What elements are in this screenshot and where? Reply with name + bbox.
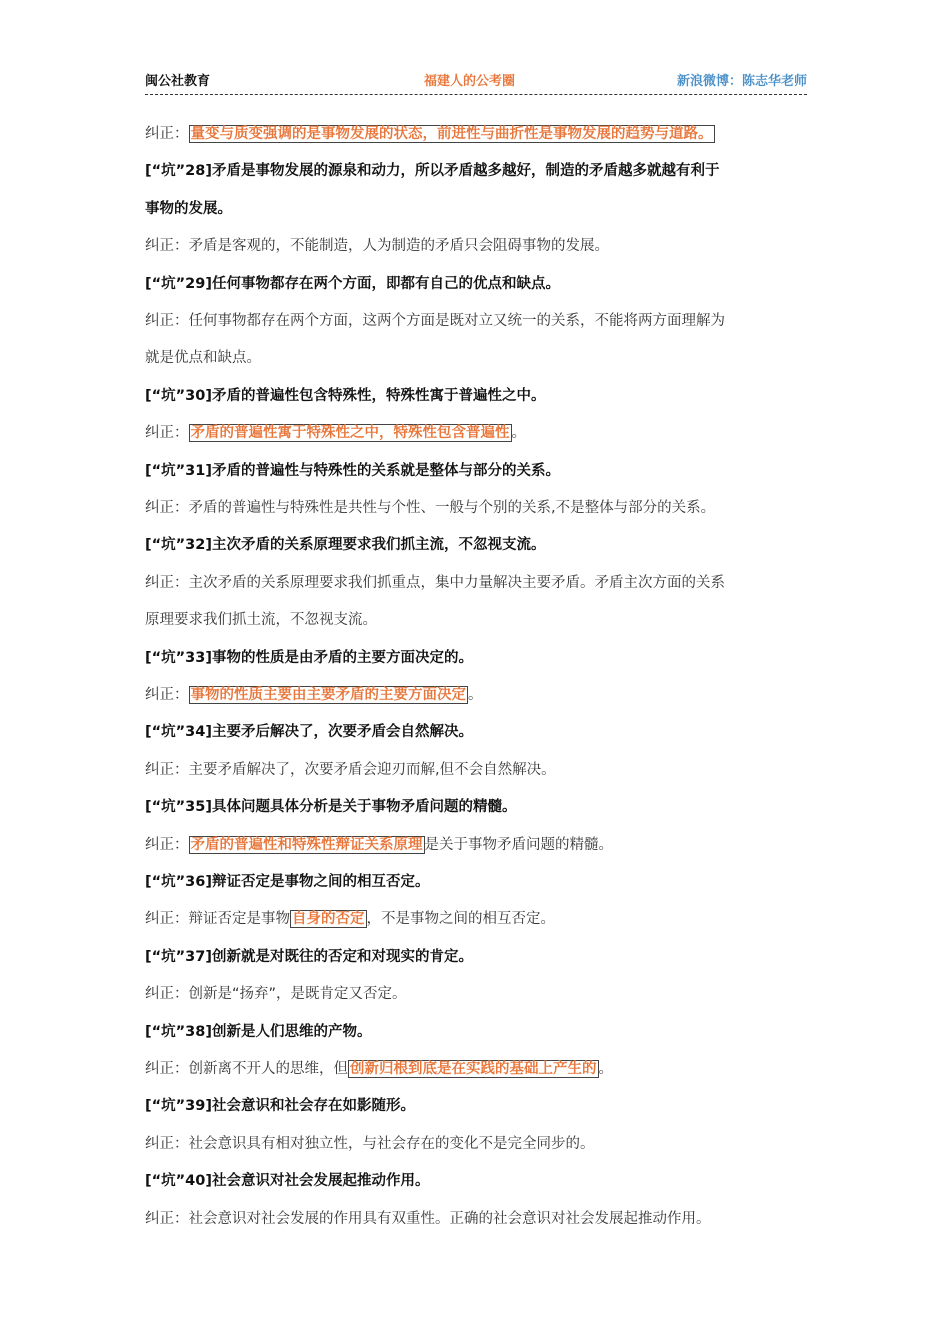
correction-line	[145, 498, 715, 518]
correction-line	[145, 236, 609, 256]
correction-text: 纠正：主次矛盾的关系原理要求我们抓重点，集中力量解决主要矛盾。矛盾主次方面的关系	[145, 574, 725, 591]
correction-line	[145, 610, 377, 630]
correction-line	[145, 760, 556, 780]
pitfall-statement: [“坑”36]辩证否定是事物之间的相互否定。	[145, 874, 430, 890]
correction-suffix: 。	[598, 1061, 613, 1077]
pitfall-statement: [“坑”38]创新是人们思维的产物。	[145, 1023, 372, 1040]
correction-text: 纠正：主要矛盾解决了，次要矛盾会迎刃而解,但不会自然解决。	[145, 761, 556, 778]
correction-line	[145, 1134, 595, 1154]
highlighted-answer: 量变与质变强调的是事物发展的状态，前进性与曲折性是事物发展的趋势与道路。	[190, 126, 713, 142]
correction-line	[145, 573, 725, 593]
correction-text: 纠正：社会意识具有相对独立性，与社会存在的变化不是完全同步的。	[145, 1135, 595, 1152]
correction-text: 原理要求我们抓土流，不忽视支流。	[145, 612, 377, 629]
correction-line	[145, 348, 261, 368]
correction-line	[145, 909, 555, 929]
header-slogan: 福建人的公考圈	[424, 74, 516, 89]
highlighted-answer: 自身的否定	[292, 911, 365, 928]
pitfall-statement: [“坑”39]社会意识和社会存在如影随形。	[145, 1098, 415, 1115]
pitfall-statement: [“坑”37]创新就是对既往的否定和对现实的肯定。	[145, 948, 473, 965]
highlighted-answer: 矛盾的普遍性和特殊性辩证关系原理	[190, 836, 423, 853]
correction-line	[145, 124, 715, 144]
pitfall-statement: [“坑”31]矛盾的普遍性与特殊性的关系就是整体与部分的关系。	[145, 462, 560, 479]
correction-line	[145, 423, 526, 443]
pitfall-statement: [“坑”34]主要矛后解决了，次要矛盾会自然解决。	[145, 724, 473, 741]
pitfall-statement: [“坑”30]矛盾的普遍性包含特殊性，特殊性寓于普遍性之中。	[145, 387, 546, 404]
correction-text: 纠正：	[145, 687, 189, 703]
highlighted-answer: 事物的性质主要由主要矛盾的主要方面决定	[190, 687, 466, 703]
correction-line	[145, 984, 407, 1004]
correction-text: 纠正：创新是“扬弃”，是既肯定又否定。	[145, 986, 407, 1003]
header-brand: 闽公社教育	[145, 74, 211, 89]
correction-suffix: ，不是事物之间的相互否定。	[366, 911, 555, 928]
pitfall-statement: 事物的发展。	[145, 200, 232, 217]
pitfall-statement: [“坑”35]具体问题具体分析是关于事物矛盾问题的精髓。	[145, 799, 517, 816]
highlighted-answer: 矛盾的普遍性寓于特殊性之中，特殊性包含普遍性	[190, 425, 510, 442]
correction-text: 纠正：	[145, 425, 189, 442]
correction-line	[145, 685, 483, 705]
correction-line	[145, 1209, 711, 1229]
highlighted-answer: 创新归根到底是在实践的基础上产生的	[350, 1061, 597, 1077]
header-divider	[145, 94, 807, 95]
correction-suffix: 。	[511, 425, 526, 442]
correction-text: 纠正：矛盾是客观的，不能制造，人为制造的矛盾只会阻碍事物的发展。	[145, 238, 609, 255]
correction-text: 纠正：创新离不开人的思维，但	[145, 1061, 348, 1077]
correction-text: 纠正：任何事物都存在两个方面，这两个方面是既对立又统一的关系，不能将两方面理解为	[145, 313, 725, 329]
correction-text: 纠正：辩证否定是事物	[145, 911, 290, 928]
correction-suffix: 。	[468, 687, 483, 703]
page-header	[145, 70, 807, 94]
pitfall-statement: [“坑”29]任何事物都存在两个方面，即都有自己的优点和缺点。	[145, 275, 560, 292]
pitfall-statement: [“坑”33]事物的性质是由矛盾的主要方面决定的。	[145, 649, 473, 666]
correction-text: 纠正：社会意识对社会发展的作用具有双重性。正确的社会意识对社会发展起推动作用。	[145, 1210, 711, 1227]
correction-line	[145, 835, 613, 855]
correction-text: 纠正：矛盾的普遍性与特殊性是共性与个性、一般与个别的关系,不是整体与部分的关系。	[145, 500, 716, 516]
pitfall-statement: [“坑”32]主次矛盾的关系原理要求我们抓主流，不忽视支流。	[145, 537, 546, 554]
correction-text: 纠正：	[145, 836, 189, 853]
pitfall-statement: [“坑”28]矛盾是事物发展的源泉和动力，所以矛盾越多越好，制造的矛盾越多就越有利于	[145, 163, 720, 180]
correction-line	[145, 311, 725, 331]
correction-suffix: 是关于事物矛盾问题的精髓。	[424, 836, 613, 853]
correction-text: 就是优点和缺点。	[145, 350, 261, 367]
pitfall-statement: [“坑”40]社会意识对社会发展起推动作用。	[145, 1173, 430, 1190]
correction-line	[145, 1059, 613, 1079]
correction-text: 纠正：	[145, 126, 189, 142]
header-weibo: 新浪微博：陈志华老师	[676, 74, 807, 89]
